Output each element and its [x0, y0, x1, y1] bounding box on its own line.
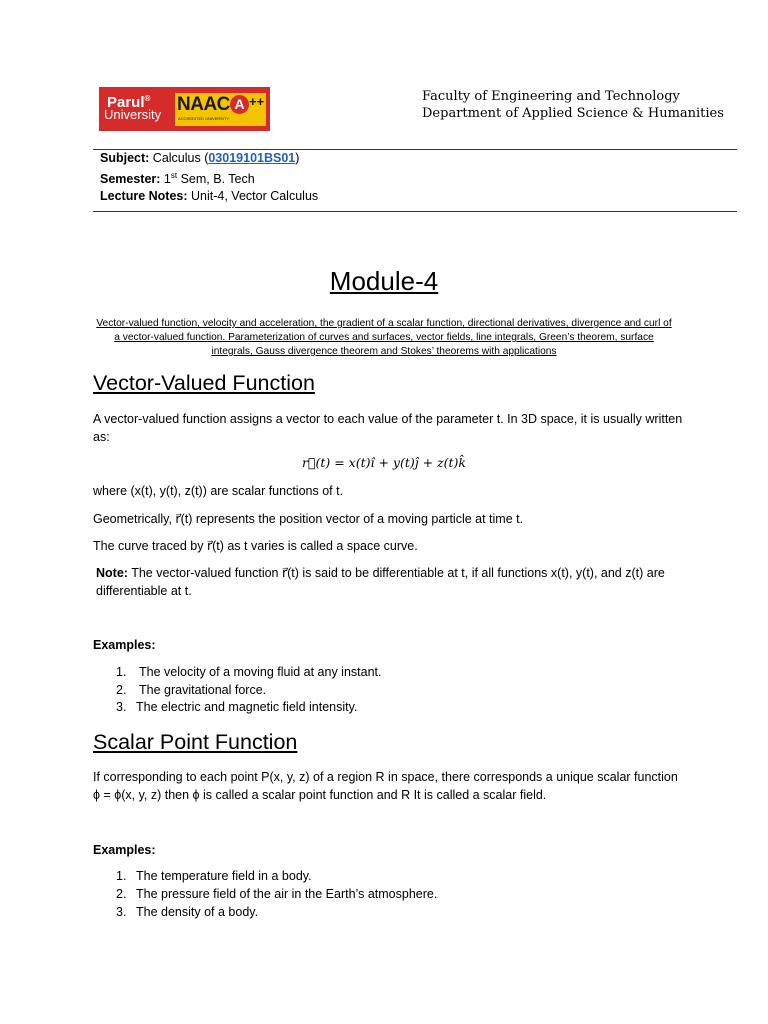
vector-note: Note: The vector-valued function r⃗(t) is said to be differentiable at t, if all functions x(t), y(t), and z(t) are differentiable at t.: [96, 566, 665, 598]
list-item: 1. The velocity of a moving fluid at any instant.: [116, 665, 382, 679]
vector-intro: A vector-valued function assigns a vector to each value of the parameter t. In 3D space, it is usually written as:: [93, 412, 683, 444]
list-item: 2. The pressure field of the air in the Earth’s atmosphere.: [116, 887, 438, 901]
divider-bottom: [93, 211, 737, 212]
vector-equation: r⃗(t) = x(t)î + y(t)ĵ + z(t)k̂: [302, 455, 466, 470]
faculty-header: [422, 88, 724, 122]
examples-label-2: Examples:: [93, 843, 156, 857]
list-item: 3. The electric and magnetic field intensity.: [116, 700, 358, 714]
scalar-text: If corresponding to each point P(x, y, z) of a region R in space, there corresponds a unique scalar function ϕ = ϕ(x, y, z) then ϕ is called a scalar point function and R It is called a scalar field.: [93, 770, 678, 802]
lecture-line: Lecture Notes: Unit-4, Vector Calculus: [100, 189, 319, 204]
examples-label-1: Examples:: [93, 638, 156, 652]
naac-badge: NAAC A ++ ACCREDITED UNIVERSITY: [175, 93, 266, 126]
course-info: [100, 150, 318, 205]
vector-geometric: Geometrically, r⃗(t) represents the position vector of a moving particle at time t.: [93, 512, 524, 526]
section-heading-scalar: Scalar Point Function: [93, 730, 298, 754]
faculty-name: Faculty of Engineering and Technology: [422, 89, 680, 104]
list-item: 2. The gravitational force.: [116, 683, 267, 697]
module-topics: Vector-valued function, velocity and acceleration, the gradient of a scalar function, directional derivatives, divergence and curl of a vector-valued function. Parameterization of curves and surfaces, vector fields, line integrals, Green’s theorem, surface integrals, Gauss divergence theorem and Stokes’ theorems with applications: [96, 318, 672, 357]
subject-code-link[interactable]: 03019101BS01: [208, 151, 296, 165]
module-title: Module-4: [329, 266, 439, 296]
logo-sub: University: [104, 107, 162, 122]
department-name: Department of Applied Science & Humanities: [422, 106, 724, 121]
list-item: 3. The density of a body.: [116, 905, 259, 919]
university-logo: [99, 87, 270, 131]
vector-where: where (x(t), y(t), z(t)) are scalar functions of t.: [93, 484, 344, 498]
subject-line: Subject: Calculus (03019101BS01): [100, 151, 300, 165]
semester-line: Semester: 1st Sem, B. Tech: [100, 171, 255, 187]
logo-brand: Parul®: [107, 94, 151, 111]
vector-curve: The curve traced by r⃗(t) as t varies is called a space curve.: [93, 539, 418, 553]
section-heading-vector: Vector-Valued Function: [93, 371, 315, 395]
list-item: 1. The temperature field in a body.: [116, 869, 312, 883]
